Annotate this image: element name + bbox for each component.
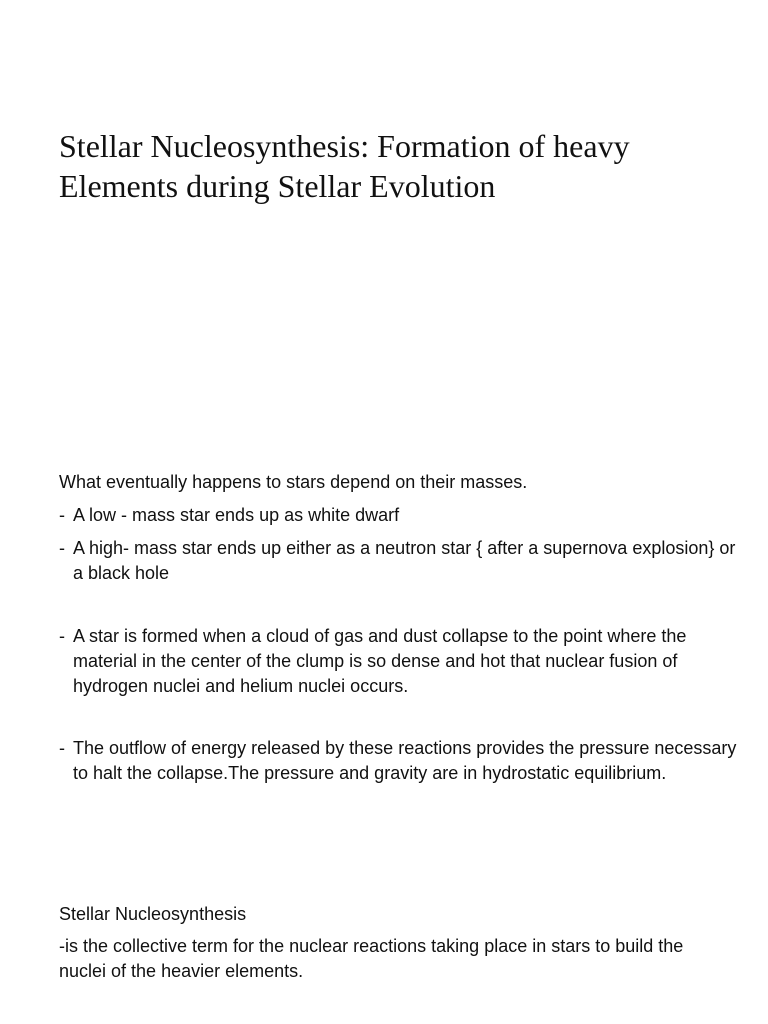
bullet-text: A star is formed when a cloud of gas and dust collapse to the point where the material in the center of the clump is so dense and hot that nuclear fusion of hydrogen nuclei and helium nuclei occurs.: [73, 626, 687, 696]
bullet-item-energy-outflow: [59, 736, 739, 786]
bullet-dash: -: [59, 505, 65, 525]
bullet-item-high-mass: [59, 536, 739, 586]
bullet-text: A high- mass star ends up either as a neutron star { after a supernova explosion} or a black hole: [73, 538, 736, 583]
definition-term: Stellar Nucleosynthesis: [59, 904, 247, 924]
bullet-dash: -: [59, 538, 65, 558]
bullet-text: A low - mass star ends up as white dwarf: [73, 505, 400, 525]
bullet-text: The outflow of energy released by these reactions provides the pressure necessary to halt the collapse.The pressure and gravity are in hydrostatic equilibrium.: [73, 738, 737, 783]
bullet-dash: -: [59, 626, 65, 646]
bullet-item-star-formation: [59, 624, 739, 699]
definition-text: -is the collective term for the nuclear reactions taking place in stars to build the nuclei of the heavier elements.: [59, 936, 684, 981]
intro-text: What eventually happens to stars depend on their masses.: [59, 472, 528, 492]
page-title: Stellar Nucleosynthesis: Formation of heavy Elements during Stellar Evolution: [59, 128, 630, 204]
bullet-item-low-mass: [59, 503, 739, 528]
bullet-dash: -: [59, 738, 65, 758]
